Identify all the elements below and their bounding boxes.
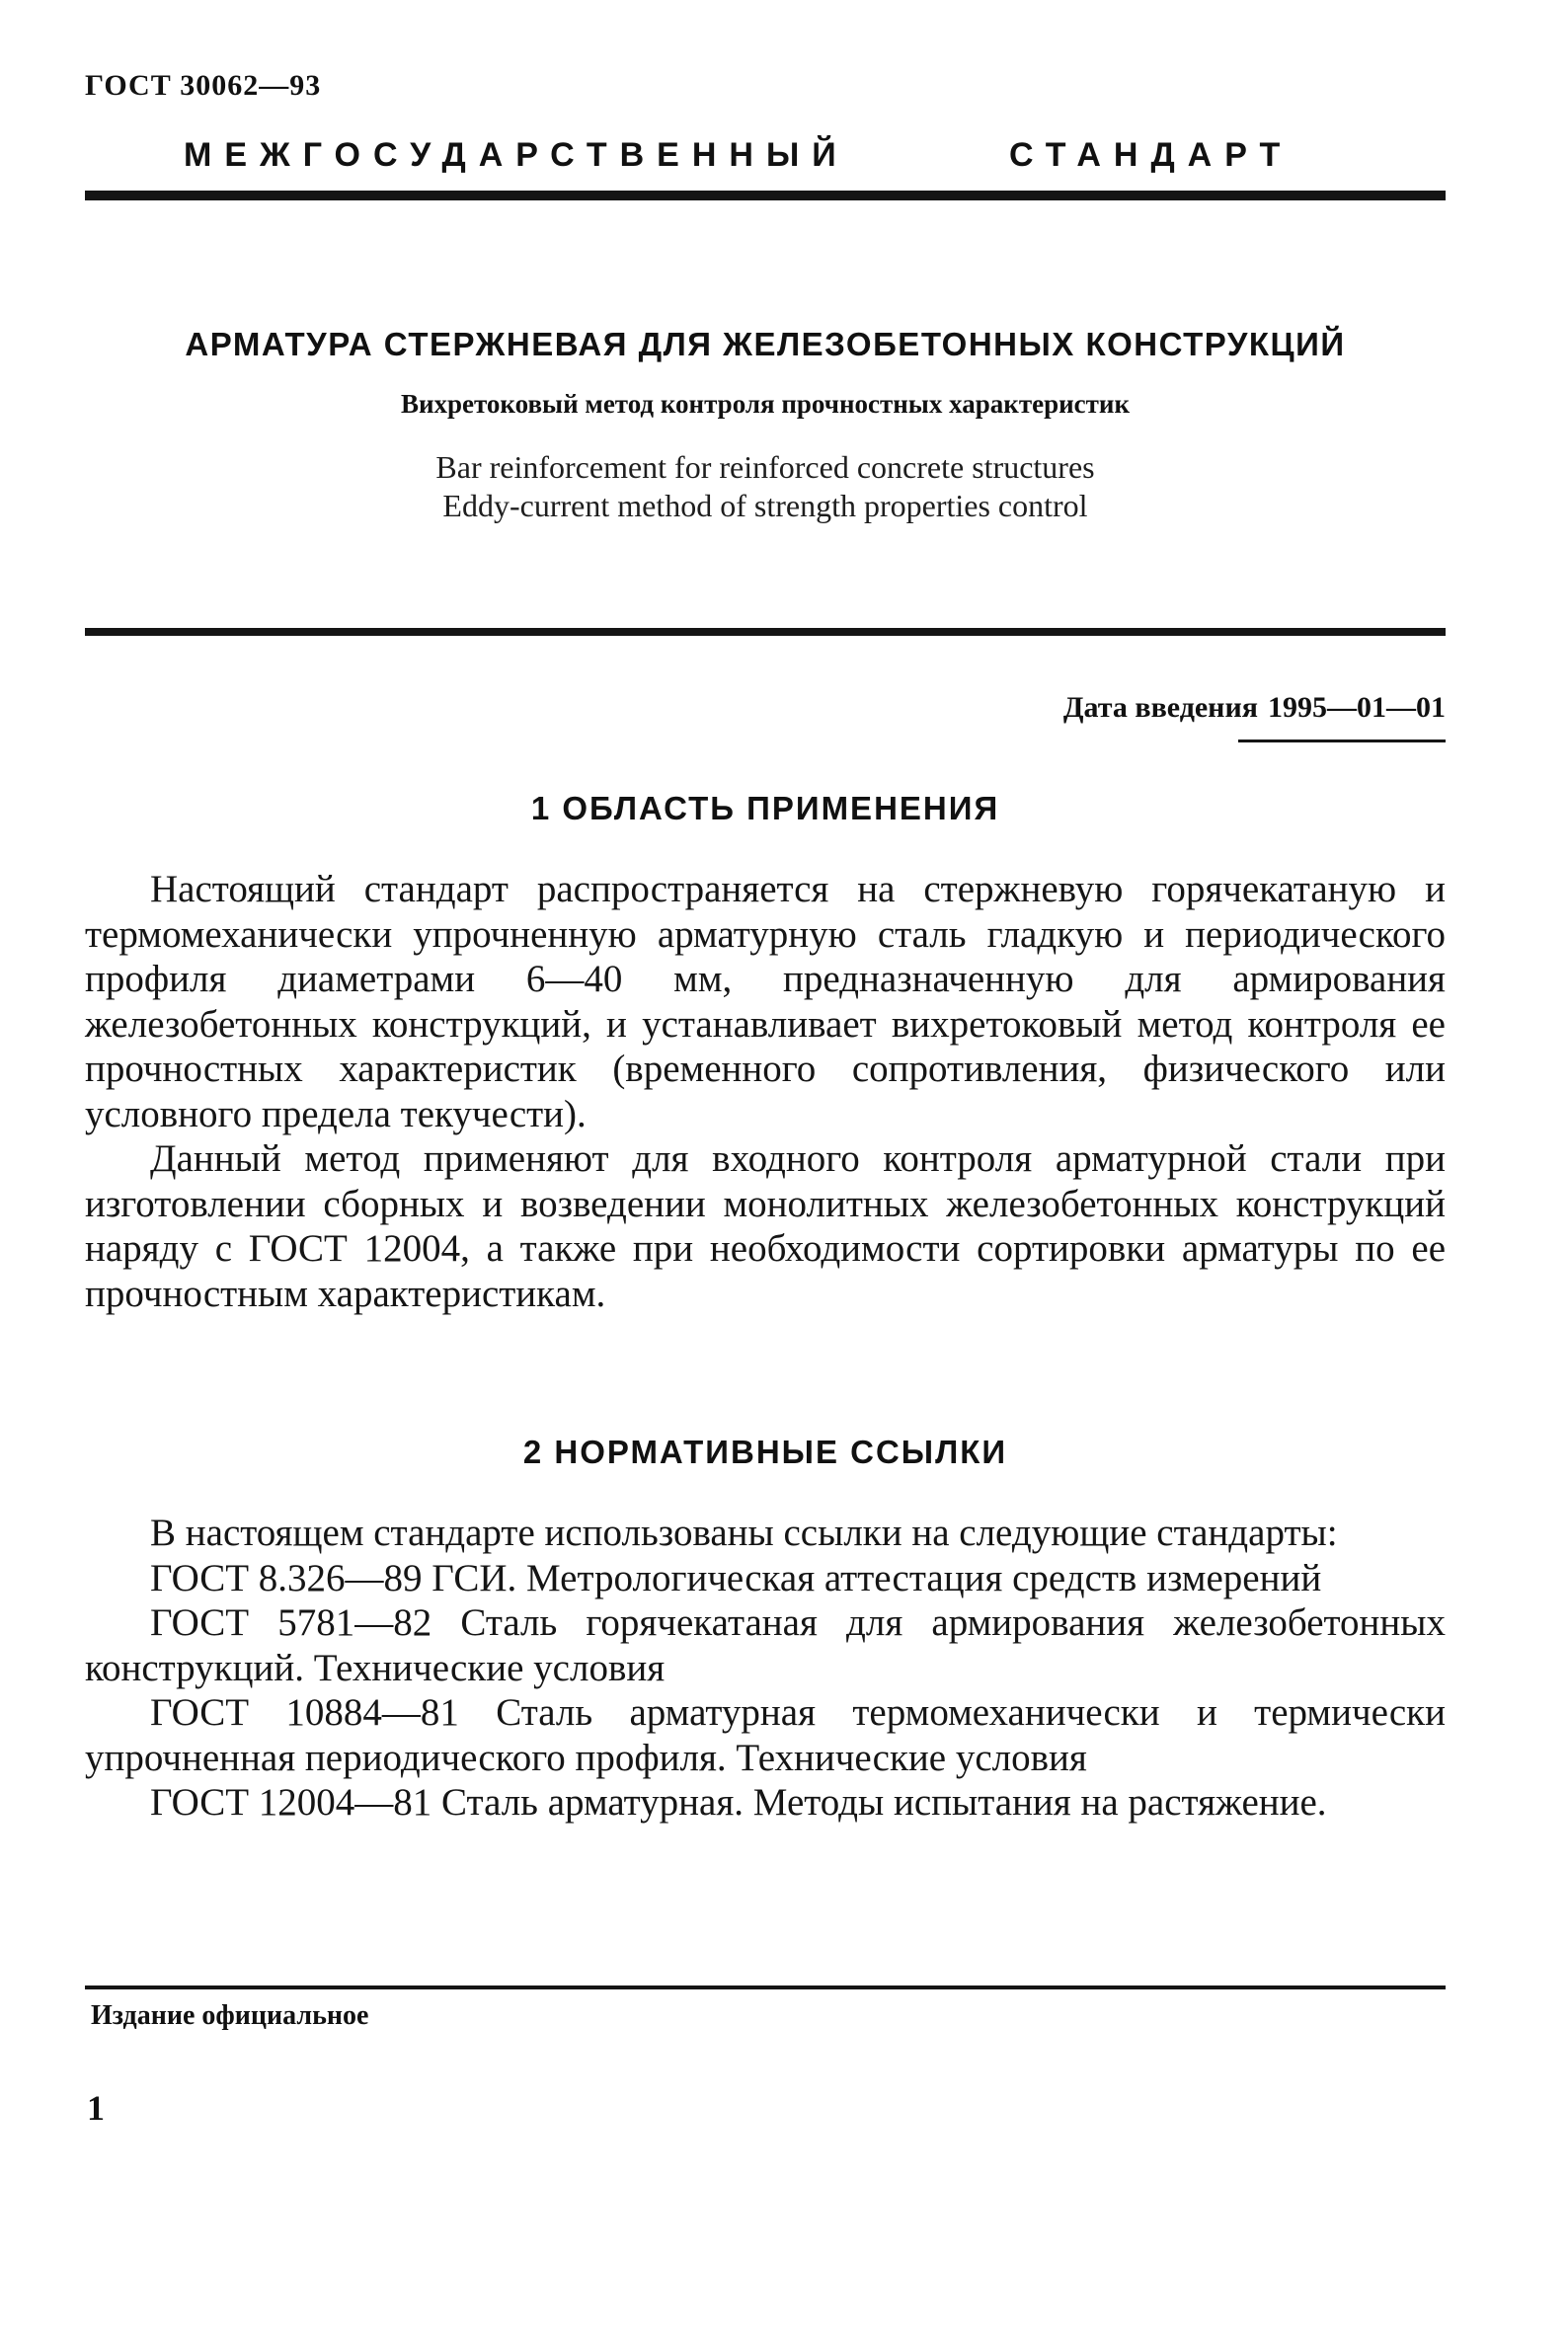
series-word-interstate: МЕЖГОСУДАРСТВЕННЫЙ (184, 136, 849, 174)
title-russian: АРМАТУРА СТЕРЖНЕВАЯ ДЛЯ ЖЕЛЕЗОБЕТОННЫХ КОНСТРУКЦИЙ (185, 326, 1346, 362)
series-word-standard: СТАНДАРТ (1009, 136, 1294, 174)
introduction-date-underline (1238, 740, 1446, 742)
section-1-heading: 1 ОБЛАСТЬ ПРИМЕНЕНИЯ (530, 790, 1000, 826)
document-code: ГОСТ 30062—93 (85, 69, 322, 102)
section-2-intro: В настоящем стандарте использованы ссылки на следующие стандарты: (150, 1512, 1338, 1554)
section-2-body (85, 1511, 1446, 1826)
section-1-paragraph-2: Данный метод применяют для входного контроля арматурной стали при изготовлении сборных и возведении монолитных железобетонных конструкций наряду с ГОСТ 12004, а также при необходимости сортировки арматуры по ее прочностным характеристикам. (85, 1137, 1446, 1315)
reference-item: ГОСТ 12004—81 Сталь арматурная. Методы испытания на растяжение. (150, 1781, 1327, 1824)
header-rule (85, 191, 1446, 200)
introduction-date-label: Дата введения (1062, 691, 1258, 724)
subtitle-english: Eddy-current method of strength properties control (442, 488, 1088, 523)
reference-item: ГОСТ 5781—82 Сталь горячекатаная для армирования железобетонных конструкций. Технические условия (85, 1601, 1446, 1689)
document-series (184, 136, 1349, 175)
introduction-date (1063, 691, 1446, 725)
footer-rule (85, 1986, 1446, 1989)
subtitle-russian: Вихретоковый метод контроля прочностных характеристик (400, 389, 1131, 419)
edition-note: Издание официальное (91, 2000, 369, 2031)
section-1-body (85, 867, 1446, 1316)
title-english: Bar reinforcement for reinforced concrete structures (435, 449, 1095, 485)
introduction-date-value: 1995—01—01 (1268, 691, 1446, 724)
reference-item: ГОСТ 10884—81 Сталь арматурная термомеханически и термически упрочненная периодического профиля. Технические условия (85, 1691, 1446, 1779)
section-1-paragraph-1: Настоящий стандарт распространяется на стержневую горячекатаную и термомеханически упрочненную арматурную сталь гладкую и периодического профиля диаметрами 6—40 мм, предназначенную для армирования железобетонных конструкций, и устанавливает вихретоковый метод контроля ее прочностных характеристик (временного сопротивления, физического или условного предела текучести). (85, 868, 1446, 1135)
title-rule (85, 628, 1446, 636)
section-2-heading: 2 НОРМАТИВНЫЕ ССЫЛКИ (522, 1434, 1008, 1470)
page-number: 1 (87, 2088, 105, 2128)
reference-item: ГОСТ 8.326—89 ГСИ. Метрологическая аттестация средств измерений (150, 1556, 1322, 1599)
